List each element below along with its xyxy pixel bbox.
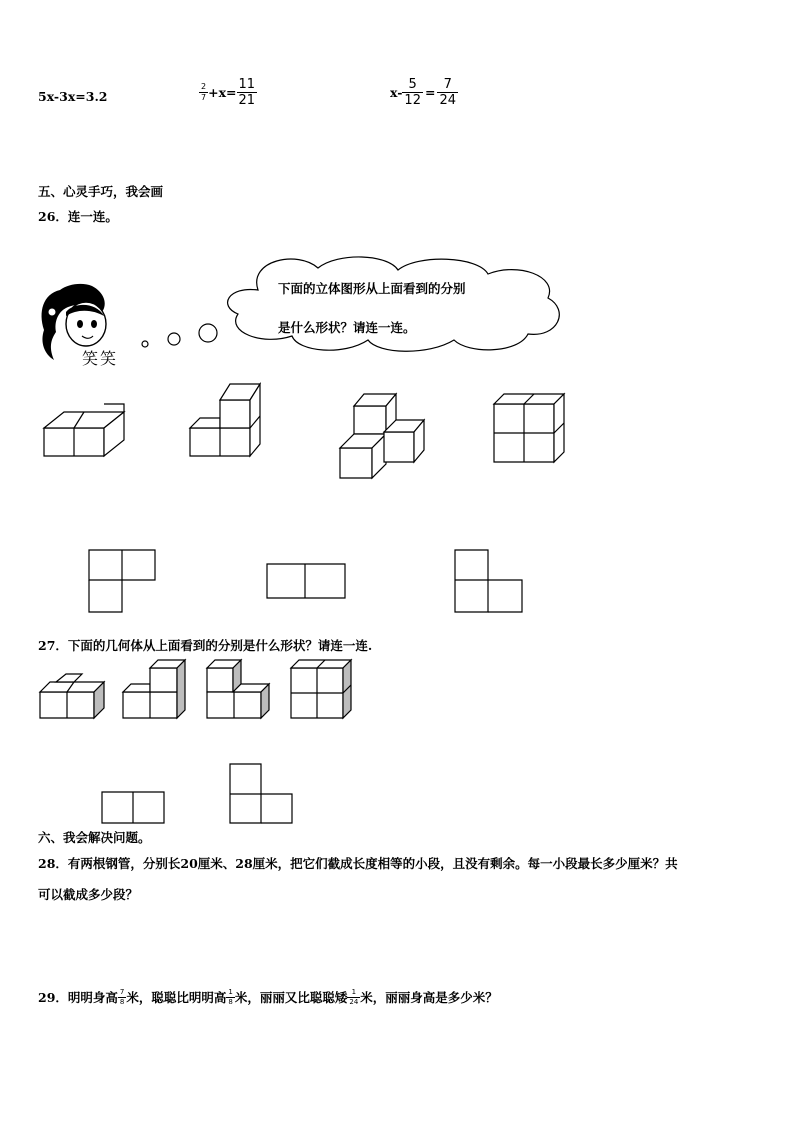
fraction: $\frac{1}{24}$ bbox=[349, 987, 359, 1006]
q27-top-view-1 bbox=[100, 790, 168, 826]
q29-text: 米，丽丽身高是多少米？ bbox=[360, 990, 498, 1005]
equation-1: 5x-3x=3.2 bbox=[38, 89, 108, 104]
fraction: $\frac{11}{21}$ bbox=[238, 77, 256, 108]
top-view-2 bbox=[265, 562, 347, 600]
bubble-text-line-2: 是什么形状？请连一连。 bbox=[278, 320, 416, 335]
bubble-text-line-1: 下面的立体图形从上面看到的分别 bbox=[278, 281, 466, 296]
section-6-title: 六、我会解决问题。 bbox=[38, 830, 151, 845]
thought-bubble bbox=[218, 250, 578, 360]
solid-shape-2 bbox=[188, 382, 268, 458]
solid-shape-3 bbox=[338, 392, 428, 480]
fraction: $\frac{7}{24}$ bbox=[439, 77, 456, 108]
question-28-line-2: 可以截成多少段？ bbox=[38, 887, 139, 902]
equation-3 bbox=[390, 78, 458, 107]
top-view-3 bbox=[453, 548, 525, 614]
equation-2 bbox=[199, 78, 257, 107]
thought-circles bbox=[140, 320, 220, 350]
question-28-line-1: 28．有两根钢管，分别长20厘米、28厘米，把它们截成长度相等的小段，且没有剩余。每一小段最长多少厘米？共 bbox=[38, 856, 678, 871]
top-view-1 bbox=[87, 548, 159, 614]
q29-text: 米，聪聪比明明高 bbox=[126, 990, 227, 1005]
girl-name: 笑笑 bbox=[82, 349, 119, 368]
fraction: $\frac{2}{7}$ bbox=[201, 82, 207, 102]
fraction: $\frac{1}{8}$ bbox=[228, 987, 233, 1006]
fraction: $\frac{5}{12}$ bbox=[404, 77, 421, 108]
q27-solid-1 bbox=[38, 672, 102, 722]
section-5-title: 五、心灵手巧，我会画 bbox=[38, 184, 164, 199]
equation-operator: +x= bbox=[208, 85, 237, 100]
equation-operator: = bbox=[424, 85, 436, 100]
q27-solid-3 bbox=[205, 658, 271, 722]
q27-top-view-2 bbox=[228, 762, 296, 826]
question-29 bbox=[38, 988, 498, 1006]
q29-text: 米，丽丽又比聪聪矮 bbox=[234, 990, 348, 1005]
equation-prefix: x- bbox=[390, 85, 403, 100]
q27-solid-2 bbox=[121, 658, 185, 722]
q27-solid-4 bbox=[289, 658, 353, 722]
fraction: $\frac{7}{8}$ bbox=[119, 987, 125, 1006]
question-26-label: 26．连一连。 bbox=[38, 209, 118, 224]
solid-shape-4 bbox=[492, 392, 572, 464]
question-27-label: 27．下面的几何体从上面看到的分别是什么形状？请连一连. bbox=[38, 638, 373, 653]
solid-shape-1 bbox=[44, 404, 124, 458]
q29-text: 29．明明身高 bbox=[38, 990, 118, 1005]
